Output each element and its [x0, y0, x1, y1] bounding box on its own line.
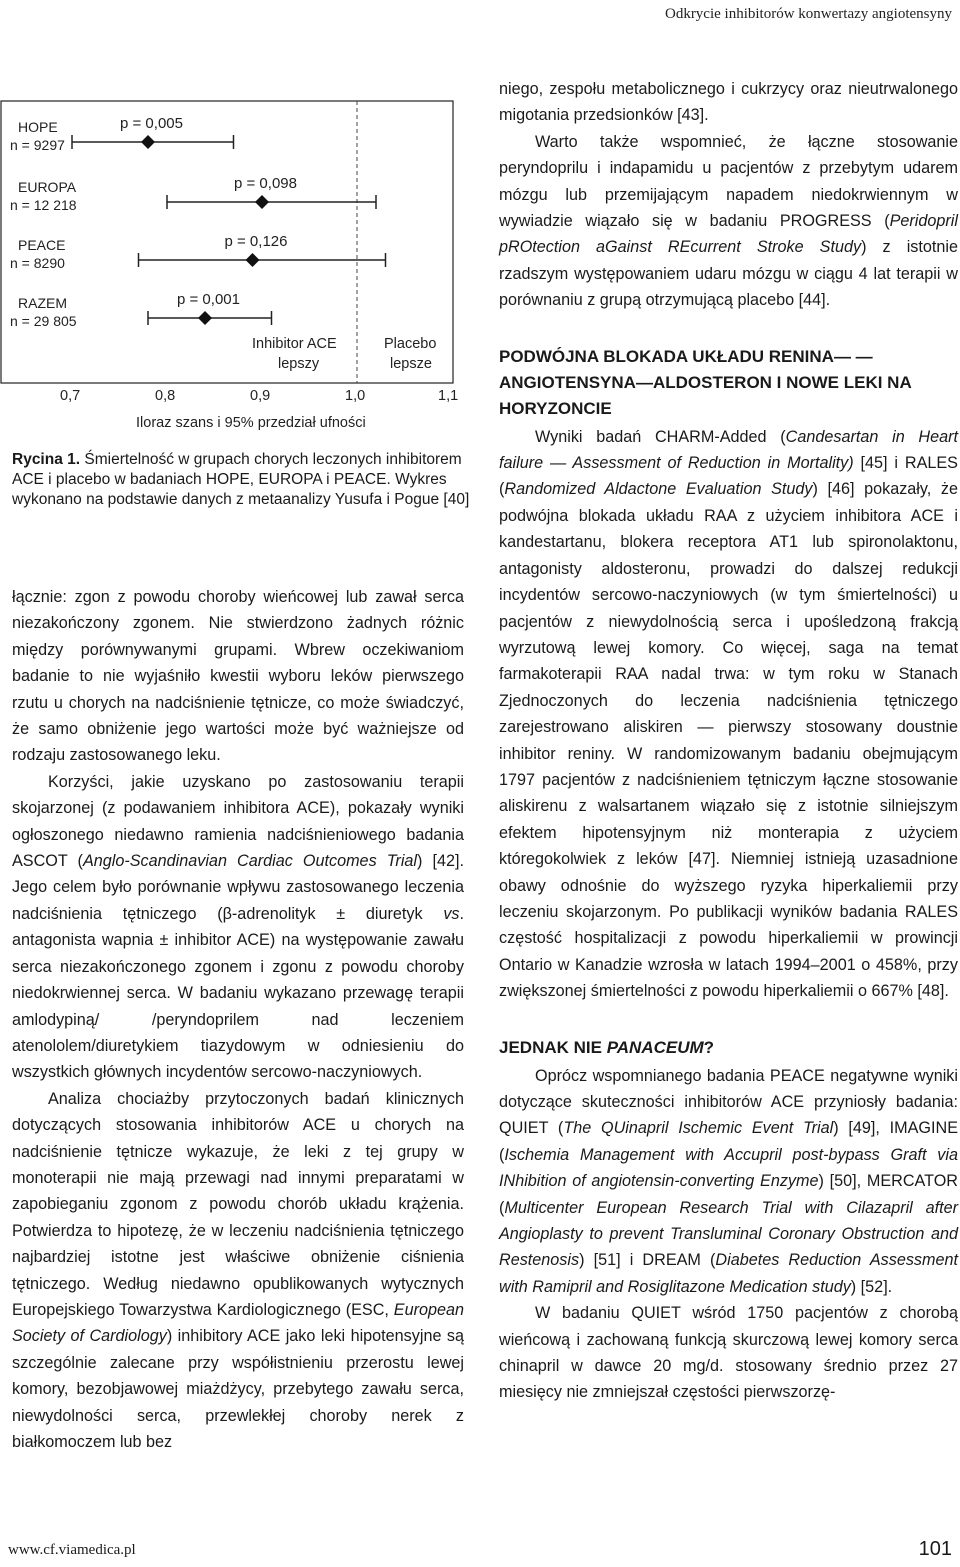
caption-label: Rycina 1.	[12, 451, 81, 468]
p-value-label: p = 0,126	[224, 233, 288, 250]
study-name: HOPE	[18, 119, 58, 135]
left-label: Inhibitor ACE	[252, 336, 337, 352]
study-name: EUROPA	[18, 179, 77, 195]
paragraph: W badaniu QUIET wśród 1750 pacjentów z chorobą wieńcową i zachowaną funkcją skurczową lewej komory serca chinapril w dawce 20 mg/d. stosowany średnio przez 27 miesięcy nie zmniejszał częstości pierwszorzę-	[499, 1304, 958, 1402]
study-n: n = 29 805	[10, 313, 77, 329]
study-name: PEACE	[18, 237, 66, 253]
paragraph: niego, zespołu metabolicznego i cukrzycy oraz nieutrwalonego migotania przedsionków [43].	[499, 80, 958, 125]
left-label: lepszy	[278, 356, 320, 372]
right-label: Placebo	[384, 336, 437, 352]
paragraph: Analiza chociażby przytoczonych badań klinicznych dotyczących stosowania inhibitorów ACE u chorych na nadciśnienie tętnicze wykazuje, że leki z tej grupy w monoterapii nie mają przewagi nad innymi preparatami w zapobieganiu zgonom z powodu chorób układu krążenia. Potwierdza to hipotezę, że w leczeniu nadciśnienia tętniczego najbardziej istotne jest właściwe obniżenie ciśnienia tętniczego. Według niedawno opublikowanych wytycznych Europejskiego Towarzystwa Kardiologicznego (ESC, European Society of Cardiology) inhibitory ACE jako leki hipotensyjne są szczególnie zalecane przy współistnieniu przerostu lewej komory, bezobjawowej miażdżycy, przebytego zawału serca, niewydolności serca, przewlekłej choroby nerek z białkomoczem lub bez	[12, 1089, 464, 1451]
x-axis-label: Iloraz szans i 95% przedział ufności	[136, 415, 366, 431]
study-n: n = 12 218	[10, 197, 77, 213]
running-title: Odkrycie inhibitorów konwertazy angiotensyny	[664, 6, 952, 22]
point-estimate-diamond	[198, 311, 212, 325]
x-tick-label: 1,1	[438, 388, 459, 404]
footer-url: www.cf.viamedica.pl	[8, 1542, 136, 1558]
caption-text: Śmiertelność w grupach chorych leczonych inhibitorem ACE i placebo w badaniach HOPE, EUROPA i PEACE. Wykres wykonano na podstawie danych z metaanalizy Yusufa i Pogue [40]	[12, 451, 470, 508]
point-estimate-diamond	[255, 195, 269, 209]
section-heading: JEDNAK NIE PANACEUM?	[499, 1037, 715, 1057]
page-number: 101	[918, 1538, 952, 1560]
paragraph: łącznie: zgon z powodu choroby wieńcowej lub zawał serca niezakończony zgonem. Nie stwierdzono żadnych różnic między porównywanymi grupami. Wbrew oczekiwaniom badanie to nie wyjaśniło kwestii wyboru leków pierwszego rzutu u chorych na nadciśnienie tętnicze, co może świadczyć, że samo obniżenie jego wartości może być ważniejsze od rodzaju zastosowanego leku.	[12, 588, 464, 765]
paragraph: Korzyści, jakie uzyskano po zastosowaniu terapii skojarzonej (z podawaniem inhibitora ACE), pokazały wyniki ogłoszonego niedawno ramienia nadciśnieniowego badania ASCOT (Anglo-Scandinavian Cardiac Outcomes Trial) [42]. Jego celem było porównanie wpływu zastosowanego leczenia nadciśnienia tętniczego (β-adrenolityk ± diuretyk vs. antagonista wapnia ± inhibitor ACE) na występowanie zawału serca niezakończonego zgonem i zgonu z powodu choroby niedokrwiennej serca. W badaniu wykazano przewagę terapii amlodypiną/ /peryndoprilem nad leczeniem atenololem/diuretykiem tiazydowym w odniesieniu do wszystkich głównych incydentów sercowo-naczyniowych.	[12, 772, 464, 1082]
section-heading: PODWÓJNA BLOKADA UKŁADU RENINA— —ANGIOTENSYNA—ALDOSTERON I NOWE LEKI NA HORYZONCIE	[499, 346, 912, 418]
study-name: RAZEM	[18, 295, 67, 311]
paragraph: Warto także wspomnieć, że łączne stosowanie peryndoprilu i indapamidu u pacjentów z przebytym udarem mózgu lub przemijającym napadem niedokrwiennym w wywiadzie wiązało się w badaniu PROGRESS (Peridopril pROtection aGainst REcurrent Stroke Study) z istotnie rzadszym występowaniem udaru mózgu w ciągu 4 lat terapii w porównaniu z grupą otrzymującą placebo [44].	[499, 132, 958, 310]
right-column	[499, 76, 958, 1406]
point-estimate-diamond	[141, 135, 155, 149]
p-value-label: p = 0,005	[120, 115, 183, 132]
study-n: n = 9297	[10, 137, 65, 153]
point-estimate-diamond	[246, 253, 260, 267]
p-value-label: p = 0,001	[177, 291, 240, 308]
paragraph: Oprócz wspomnianego badania PEACE negatywne wyniki dotyczące skuteczności inhibitorów ACE przyniosły badania: QUIET (The QUinapril Ischemic Event Trial) [49], IMAGINE (Ischemia Management with Accupril post-bypass Graft via INhibition of angiotensin-converting Enzyme) [50], MERCATOR (Multicenter European Research Trial with Cilazapril after Angioplasty to prevent Transluminal Coronary Obstruction and Restenosis) [51] i DREAM (Diabetes Reduction Assessment with Ramipril and Rosiglitazone Medication study) [52].	[499, 1066, 959, 1296]
paragraph: Wyniki badań CHARM-Added (Candesartan in Heart failure — Assessment of Reduction in Mortality) [45] i RALES (Randomized Aldactone Evaluation Study) [46] pokazały, że podwójna blokada układu RAA z użyciem inhibitora ACE i kandestartanu, blokera receptora AT1 lub spironolaktonu, antagonisty aldosteronu, prowadzi do dalszej redukcji incydentów sercowo-naczyniowych (w tym śmiertelności) u pacjentów z niewydolnością serca i upośledzoną frakcją wyrzutową lewej komory. Co więcej, saga na temat farmakoterapii RAA nadal trwa: w tym roku w Stanach Zjednoczonych do leczenia nadciśnienia tętniczego zarejestrowano aliskiren — pierwszy stosowany doustnie inhibitor reniny. W randomizowanym badaniu obejmującym 1797 pacjentów z nadciśnieniem tętniczym łączne stosowanie aliskirenu z walsartanem wiązało się z istotnie silniejszym efektem hipotensyjnym niż monterapia z użyciem któregokolwiek z leków [47]. Niemniej istnieją uzasadnione obawy odnośnie do wyższego ryzyka hiperkaliemii przy leczeniu skojarzonym. Po publikacji wyników badania RALES częstość hospitalizacji z powodu hiperkaliemii w prowincji Ontario w Kanadzie wzrosła w latach 1994–2001 o 458%, przy zwiększonej śmiertelności z powodu hiperkaliemii o 667% [48].	[499, 427, 959, 1001]
forest-plot	[0, 100, 470, 440]
right-label: lepsze	[390, 356, 432, 372]
figure-caption	[12, 450, 472, 510]
forest-plot-figure	[0, 100, 470, 440]
p-value-label: p = 0,098	[234, 175, 297, 192]
study-n: n = 8290	[10, 255, 65, 271]
x-tick-label: 0,8	[155, 388, 176, 404]
x-tick-label: 0,9	[250, 388, 271, 404]
x-tick-label: 0,7	[60, 388, 81, 404]
x-tick-label: 1,0	[345, 388, 366, 404]
left-column	[12, 584, 464, 1455]
